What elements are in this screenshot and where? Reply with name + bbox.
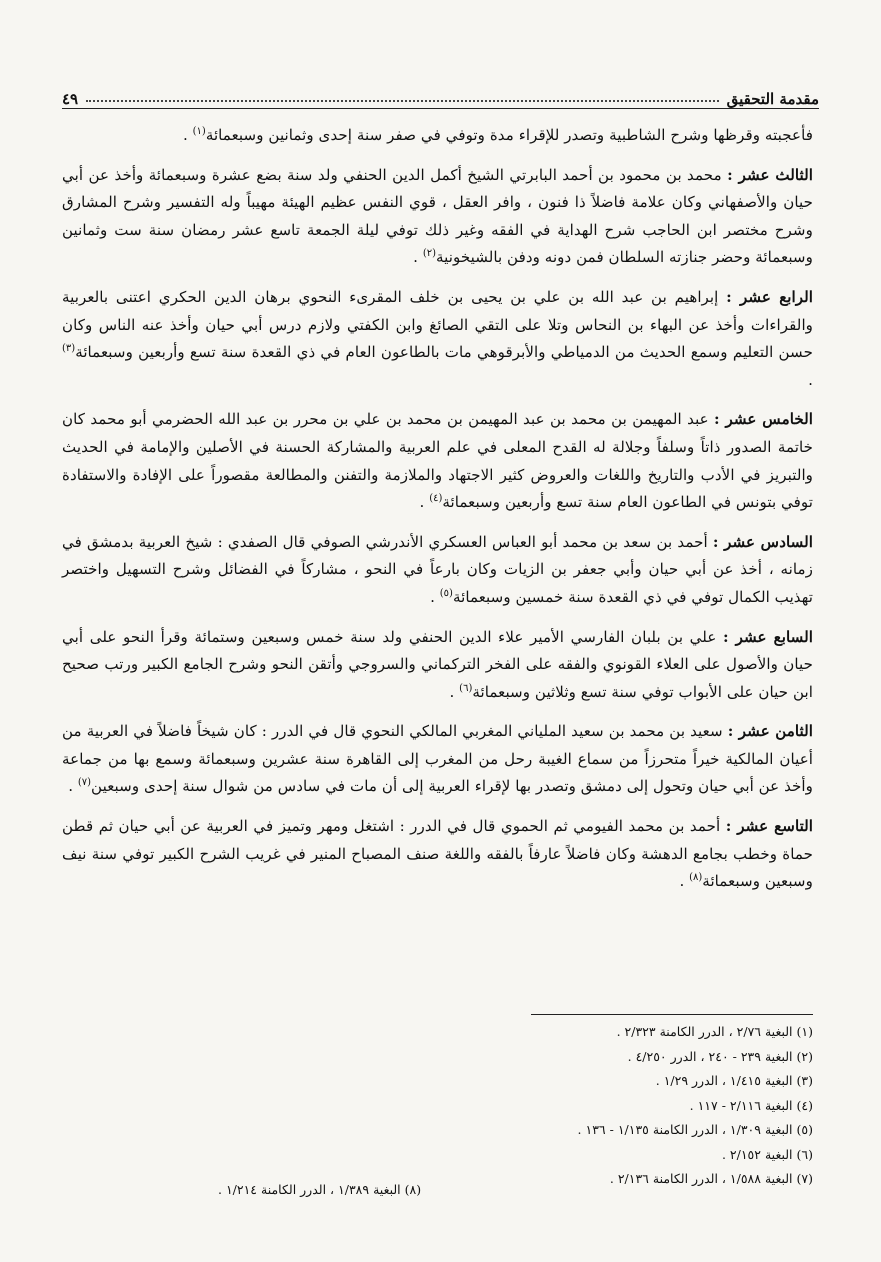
paragraph-lead: الرابع عشر : [726, 287, 813, 306]
paragraph-tail: . [430, 587, 440, 606]
paragraph-text: فأعجبته وقرظها وشرح الشاطبية وتصدر للإقراء مدة وتوفي في صفر سنة إحدى وثمانين وسبعمائة [205, 126, 813, 144]
paragraph-tail: . [68, 777, 78, 796]
header-title: مقدمة التحقيق [726, 90, 819, 108]
paragraph [62, 122, 813, 150]
paragraph-lead: السادس عشر : [712, 532, 813, 551]
paragraph-tail: . [419, 493, 430, 512]
running-header [62, 82, 819, 109]
paragraph-text: عبد المهيمن بن محمد بن عبد المهيمن بن محمد بن علي بن محرر بن عبد الله الحضرمي أبو محمد كان خاتمة الصدور ذاتاً وسلفاً وجلالة له القدح المعلى في علم العربية والمشاركة الحسنة في الأصلين والإمامة في الحديث والتبريز في الأدب والتاريخ واللغات والعروض كثير الاجتهاد والملازمة والتفنن والمطالعة مقصوراً على الإفادة والاستفادة توفي بتونس في الطاعون العام سنة تسع وأربعين وسبعمائة [62, 410, 813, 512]
paragraph [62, 406, 813, 516]
paragraph-text: علي بن بلبان الفارسي الأمير علاء الدين الحنفي ولد سنة خمس وسبعين وستمائة وقرأ النحو على أبي حيان والأصول على العلاء القونوي والفقه على الفخر التركماني والسروجي وأتقن النحو وشرح الجامع الكبير ورتب صحيح ابن حيان على الأبواب توفي سنة تسع وثلاثين وسبعمائة [62, 627, 813, 701]
paragraph-tail: . [808, 370, 813, 389]
paragraph [62, 624, 813, 707]
main-text [62, 122, 813, 908]
footnote: (٦) البغية ٢/١٥٢ . [721, 1146, 813, 1162]
paragraph-lead: الخامس عشر : [714, 410, 813, 429]
paragraph-tail: . [182, 126, 193, 144]
paragraph-tail: . [413, 248, 423, 267]
paragraph-text: أحمد بن محمد الفيومي ثم الحموي قال في الدرر : اشتغل ومهر وتميز في العربية عن أبي حيان ثم قطن حماة وخطب بجامع الدهشة وكان فاضلاً عارفاً بالفقه واللغة صنف المصباح المنير في غريب الشرح الكبير توفي سنة نيف وسبعين وسبعمائة [62, 817, 813, 891]
paragraph-lead: الثالث عشر : [727, 165, 813, 184]
paragraph-text: محمد بن محمود بن أحمد البابرتي الشيخ أكمل الدين الحنفي ولد سنة بضع عشرة وسبعمائة وأخذ عن أبي حيان والأصفهاني وكان علامة فاضلاً ذا فنون ، وافر العقل ، قوي النفس عظيم الهيئة مهيباً وله التفسير وشرح المشارق وشرح مختصر ابن الحاجب شرح الهداية في الفقه وغير ذلك توفي ليلة الجمعة تاسع عشر رمضان سنة ست وثمانين وسبعمائة وحضر جنازته السلطان فمن دونه ودفن بالشيخونية [62, 165, 813, 267]
footnote: (٢) البغية ٢٣٩ - ٢٤٠ ، الدرر ٤/٢٥٠ . [627, 1048, 813, 1064]
page-number: ٤٩ [62, 90, 79, 108]
paragraph-tail: . [449, 682, 460, 701]
paragraph-text: أحمد بن سعد بن محمد أبو العباس العسكري الأندرشي الصوفي قال الصفدي : شيخ العربية بدمشق في زمانه ، أخذ عن أبي حيان وأبي جعفر بن الزيات وكان بارعاً في النحو ، مشاركاً في الفضائل وشرح التسهيل واختصر تهذيب الكمال توفي في ذي القعدة سنة خمسين وسبعمائة [62, 532, 813, 606]
paragraph-text: سعيد بن محمد بن سعيد الملياني المغربي المالكي النحوي قال في الدرر : كان شيخاً فاضلاً في العربية من أعيان المالكية خيراً متحرزاً من سماع الغيبة رحل من المغرب إلى القاهرة سنة عشرين وسبعمائة وسمع بها من جماعة وأخذ عن أبي حيان وتحول إلى دمشق وتصدر بها لإقراء العربية إلى أن مات في سادس من شوال سنة إحدى وسبعين [62, 722, 813, 796]
footnote: (٤) البغية ٢/١١٦ - ١١٧ . [689, 1097, 813, 1113]
footnote: (٣) البغية ١/٤١٥ ، الدرر ١/٢٩ . [655, 1073, 813, 1088]
footnote-ref: (٤) [429, 493, 443, 505]
footnote: (٨) البغية ١/٣٨٩ ، الدرر الكامنة ١/٢١٤ . [218, 1182, 422, 1197]
paragraph-lead: الثامن عشر : [727, 722, 813, 741]
paragraph-text: إبراهيم بن عبد الله بن علي بن يحيى بن خلف المقرىء النحوي برهان الدين الحكري اعتنى بالعربية والقراءات وأخذ عن البهاء بن النحاس وتلا على التقي الصائغ وابن الكفتي ولازم درس أبي حيان وأخذ عنه الناس وكان حسن التعليم وسمع الحديث من الدمياطي والأبرقوهي مات بالطاعون العام في ذي القعدة سنة تسع وأربعين وسبعمائة [62, 287, 813, 362]
footnote-ref: (١) [192, 125, 206, 137]
header-dot-leader [86, 100, 719, 102]
paragraph-lead: السابع عشر : [722, 627, 813, 646]
paragraph [62, 813, 813, 896]
paragraph-lead: التاسع عشر : [725, 817, 813, 836]
footnote-ref: (٥) [439, 587, 453, 599]
footnote-ref: (٣) [62, 343, 76, 355]
footnote: (١) البغية ٢/٧٦ ، الدرر الكامنة ٢/٣٢٣ . [616, 1024, 813, 1039]
paragraph [62, 284, 813, 394]
footnote: (٥) البغية ١/٣٠٩ ، الدرر الكامنة ١/١٣٥ - ١٣٦ . [577, 1122, 813, 1137]
footnote: (٧) البغية ١/٥٨٨ ، الدرر الكامنة ٢/١٣٦ . [609, 1171, 813, 1186]
footnote-ref: (٢) [422, 248, 437, 260]
footnotes [62, 1020, 813, 1192]
paragraph [62, 529, 813, 612]
footnote-ref: (٨) [689, 872, 703, 884]
paragraph [62, 162, 813, 272]
footnote-separator [531, 1014, 813, 1015]
footnote-ref: (٧) [77, 777, 92, 789]
paragraph [62, 718, 813, 801]
footnote-ref: (٦) [459, 682, 473, 694]
paragraph-tail: . [679, 872, 690, 891]
